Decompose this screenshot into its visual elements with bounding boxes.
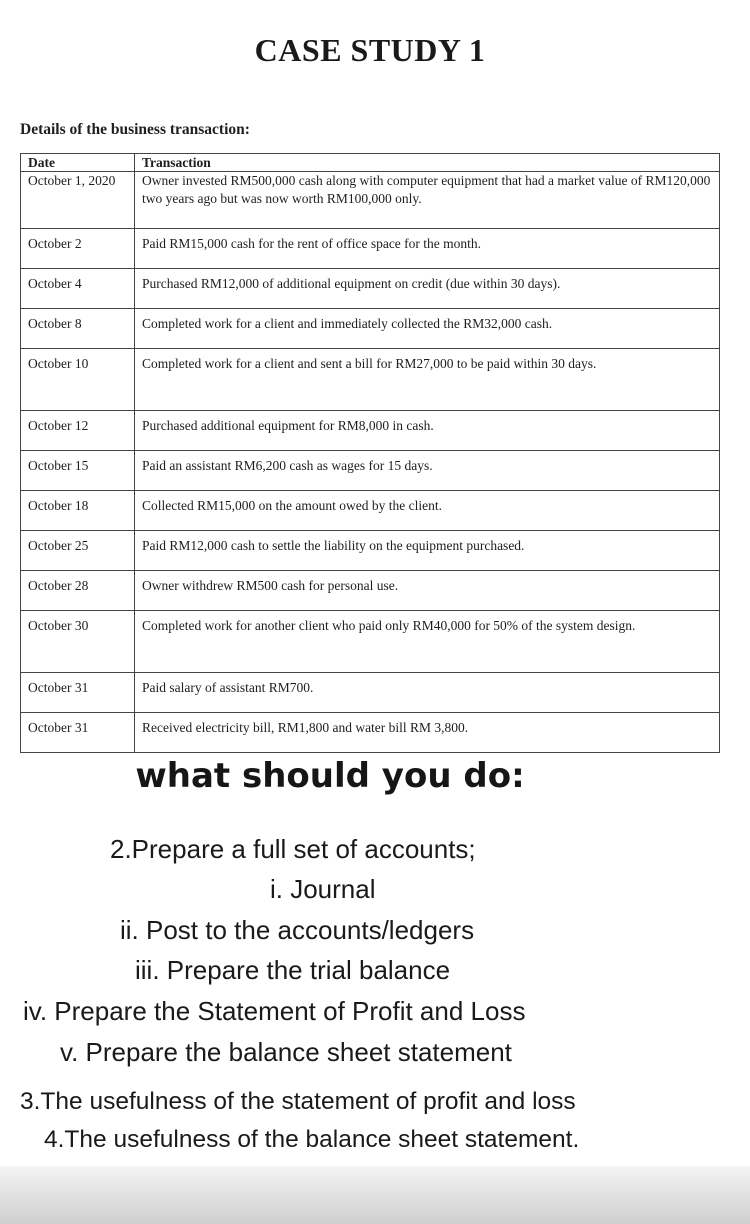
bottom-shadow [0, 1166, 750, 1224]
row-date: October 8 [21, 309, 135, 349]
row-transaction: Paid salary of assistant RM700. [135, 673, 720, 713]
row-transaction: Collected RM15,000 on the amount owed by the client. [135, 491, 720, 531]
row-date: October 31 [21, 673, 135, 713]
row-date: October 1, 2020 [21, 172, 135, 229]
table-row [21, 611, 720, 673]
table-row [21, 571, 720, 611]
table-row [21, 411, 720, 451]
table-header-row [21, 154, 720, 172]
instructions-heading: what should you do: [135, 756, 525, 796]
row-transaction: Purchased additional equipment for RM8,000 in cash. [135, 411, 720, 451]
task-line: 4.The usefulness of the balance sheet statement. [44, 1126, 580, 1153]
row-transaction: Paid RM12,000 cash to settle the liability on the equipment purchased. [135, 531, 720, 571]
task-line: i. Journal [270, 874, 376, 904]
row-transaction: Paid an assistant RM6,200 cash as wages for 15 days. [135, 451, 720, 491]
header-date: Date [21, 154, 135, 172]
table-row [21, 531, 720, 571]
row-transaction: Owner invested RM500,000 cash along with computer equipment that had a market value of RM120,000 two years ago but was now worth RM100,000 only. [135, 172, 720, 229]
table-row [21, 713, 720, 753]
task-line: iii. Prepare the trial balance [135, 955, 451, 985]
table-row [21, 229, 720, 269]
row-transaction: Completed work for a client and immediately collected the RM32,000 cash. [135, 309, 720, 349]
row-date: October 10 [21, 349, 135, 411]
table-row [21, 309, 720, 349]
row-transaction: Purchased RM12,000 of additional equipment on credit (due within 30 days). [135, 269, 720, 309]
task-line: iv. Prepare the Statement of Profit and Loss [23, 996, 526, 1026]
table-row [21, 172, 720, 229]
row-date: October 18 [21, 491, 135, 531]
row-transaction: Completed work for a client and sent a bill for RM27,000 to be paid within 30 days. [135, 349, 720, 411]
table-row [21, 673, 720, 713]
table-row [21, 491, 720, 531]
row-date: October 15 [21, 451, 135, 491]
table-row [21, 451, 720, 491]
task-line: v. Prepare the balance sheet statement [60, 1037, 512, 1067]
table-row [21, 269, 720, 309]
task-line: ii. Post to the accounts/ledgers [120, 915, 475, 945]
page-title: CASE STUDY 1 [254, 32, 486, 68]
row-date: October 4 [21, 269, 135, 309]
row-transaction: Received electricity bill, RM1,800 and water bill RM 3,800. [135, 713, 720, 753]
section-subtitle: Details of the business transaction: [20, 121, 250, 138]
row-date: October 12 [21, 411, 135, 451]
task-line: 3.The usefulness of the statement of profit and loss [20, 1088, 576, 1115]
row-transaction: Paid RM15,000 cash for the rent of office space for the month. [135, 229, 720, 269]
transactions-table [20, 153, 720, 753]
row-date: October 25 [21, 531, 135, 571]
row-date: October 2 [21, 229, 135, 269]
task-line: 2.Prepare a full set of accounts; [110, 834, 476, 864]
row-date: October 30 [21, 611, 135, 673]
row-date: October 31 [21, 713, 135, 753]
row-date: October 28 [21, 571, 135, 611]
row-transaction: Completed work for another client who paid only RM40,000 for 50% of the system design. [135, 611, 720, 673]
header-transaction: Transaction [135, 154, 720, 172]
table-row [21, 349, 720, 411]
row-transaction: Owner withdrew RM500 cash for personal use. [135, 571, 720, 611]
